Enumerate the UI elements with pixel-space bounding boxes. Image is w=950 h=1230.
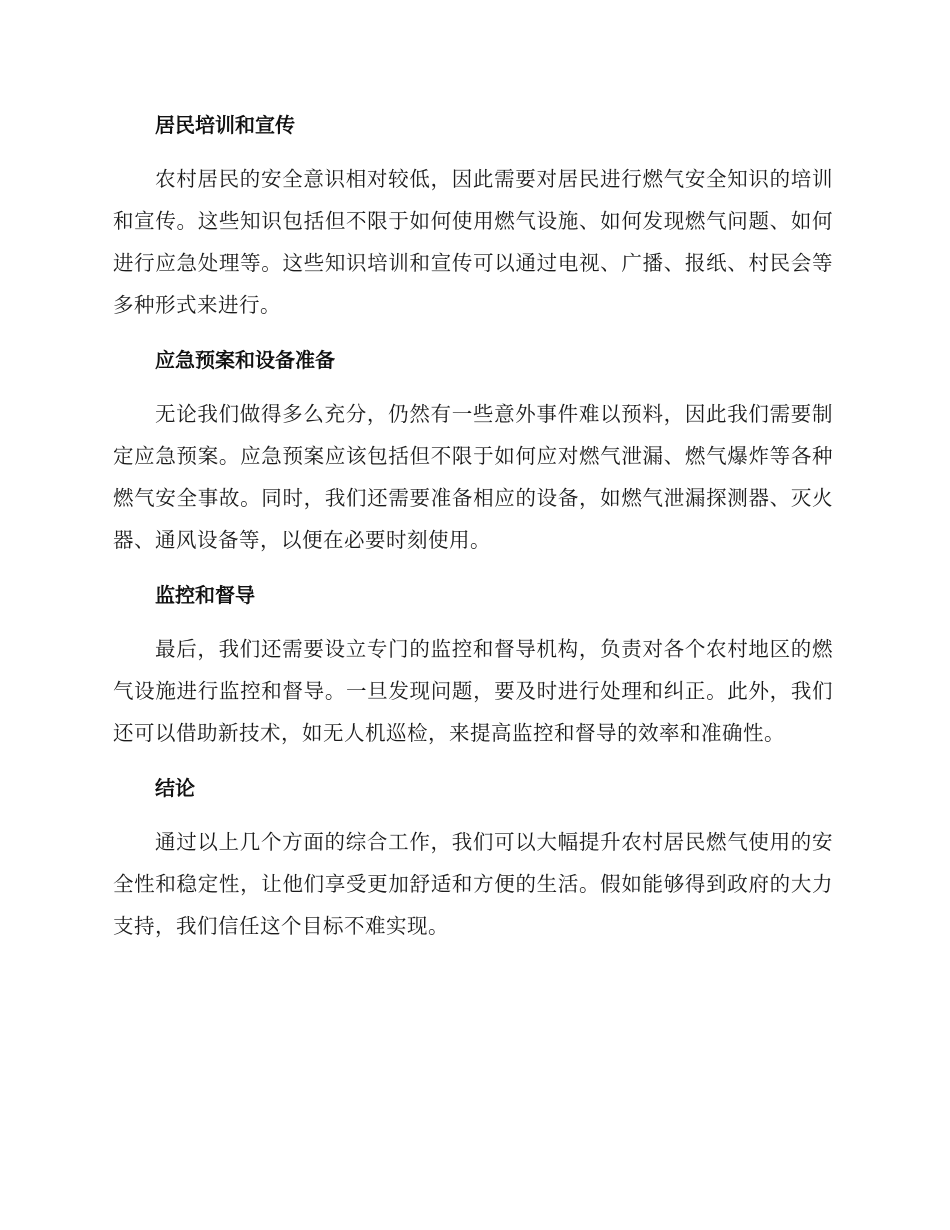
section-heading: 结论 [155,776,195,800]
document-page [113,105,833,961]
section-monitoring [113,575,833,754]
section-heading: 监控和督导 [155,583,255,607]
section-heading: 居民培训和宣传 [155,113,295,137]
section-resident-training [113,105,833,326]
section-conclusion [113,768,833,947]
section-paragraph: 通过以上几个方面的综合工作，我们可以大幅提升农村居民燃气使用的安全性和稳定性，让他们享受更加舒适和方便的生活。假如能够得到政府的大力支持，我们信任这个目标不难实现。 [113,830,833,938]
section-emergency-plan [113,340,833,561]
section-paragraph: 农村居民的安全意识相对较低，因此需要对居民进行燃气安全知识的培训和宣传。这些知识包括但不限于如何使用燃气设施、如何发现燃气问题、如何进行应急处理等。这些知识培训和宣传可以通过电视、广播、报纸、村民会等多种形式来进行。 [113,167,833,317]
section-heading: 应急预案和设备准备 [155,348,335,372]
section-paragraph: 无论我们做得多么充分，仍然有一些意外事件难以预料，因此我们需要制定应急预案。应急预案应该包括但不限于如何应对燃气泄漏、燃气爆炸等各种燃气安全事故。同时，我们还需要准备相应的设备，如燃气泄漏探测器、灭火器、通风设备等，以便在必要时刻使用。 [113,402,833,552]
section-paragraph: 最后，我们还需要设立专门的监控和督导机构，负责对各个农村地区的燃气设施进行监控和督导。一旦发现问题，要及时进行处理和纠正。此外，我们还可以借助新技术，如无人机巡检，来提高监控和督导的效率和准确性。 [113,637,833,745]
